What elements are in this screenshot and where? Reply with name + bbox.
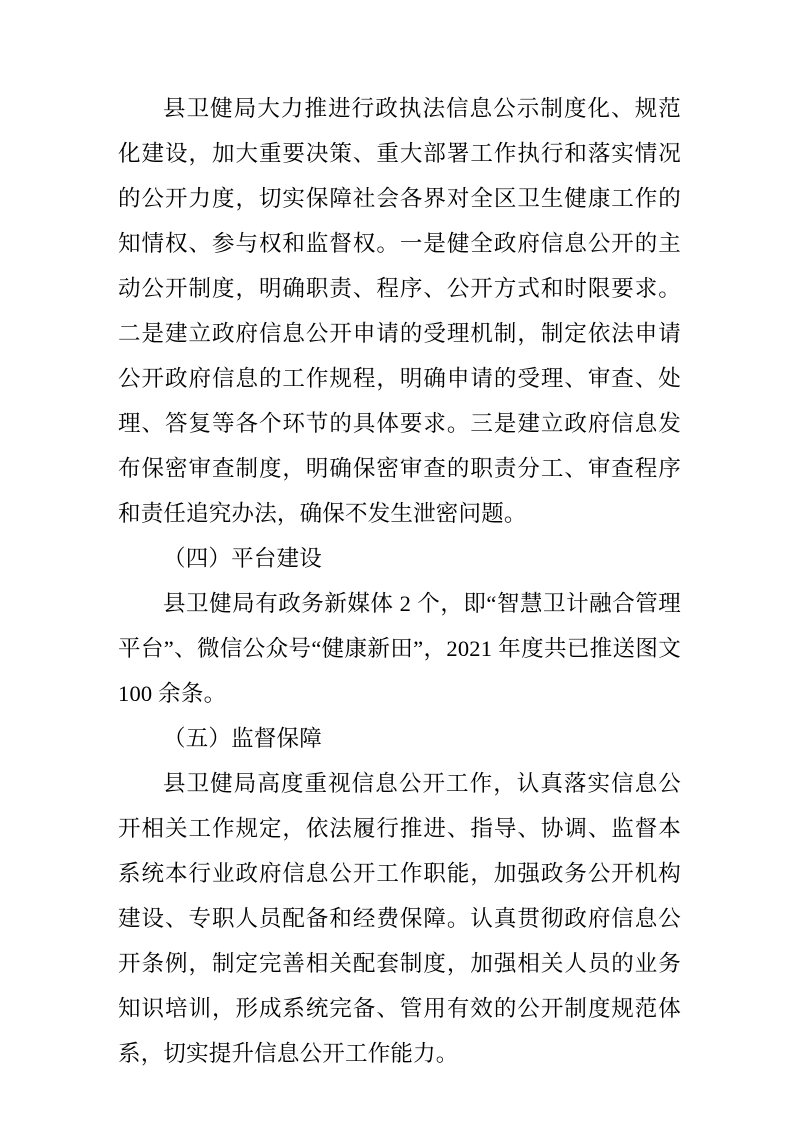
paragraph-information-disclosure: 县卫健局大力推进行政执法信息公示制度化、规范化建设，加大重要决策、重大部署工作执行和落实情况的公开力度，切实保障社会各界对全区卫生健康工作的知情权、参与权和监督权。一是健全政府信息公开的主动公开制度，明确职责、程序、公开方式和时限要求。二是建立政府信息公开申请的受理机制，制定依法申请公开政府信息的工作规程，明确申请的受理、审查、处理、答复等各个环节的具体要求。三是建立政府信息发布保密审查制度，明确保密审查的职责分工、审查程序和责任追究办法，确保不发生泄密问题。 — [118, 96, 681, 526]
document-body — [118, 86, 681, 1076]
section-heading-supervision-guarantee: （五）监督保障 — [163, 726, 322, 751]
section-heading-platform-construction: （四）平台建设 — [163, 546, 322, 571]
paragraph-new-media-platforms: 县卫健局有政务新媒体 2 个，即“智慧卫计融合管理平台”、微信公众号“健康新田”，2021 年度共已推送图文 100 余条。 — [118, 591, 681, 706]
paragraph-supervision-guarantee: 县卫健局高度重视信息公开工作，认真落实信息公开相关工作规定，依法履行推进、指导、协调、监督本系统本行业政府信息公开工作职能，加强政务公开机构建设、专职人员配备和经费保障。认真贯彻政府信息公开条例，制定完善相关配套制度，加强相关人员的业务知识培训，形成系统完备、管用有效的公开制度规范体系，切实提升信息公开工作能力。 — [118, 771, 681, 1066]
